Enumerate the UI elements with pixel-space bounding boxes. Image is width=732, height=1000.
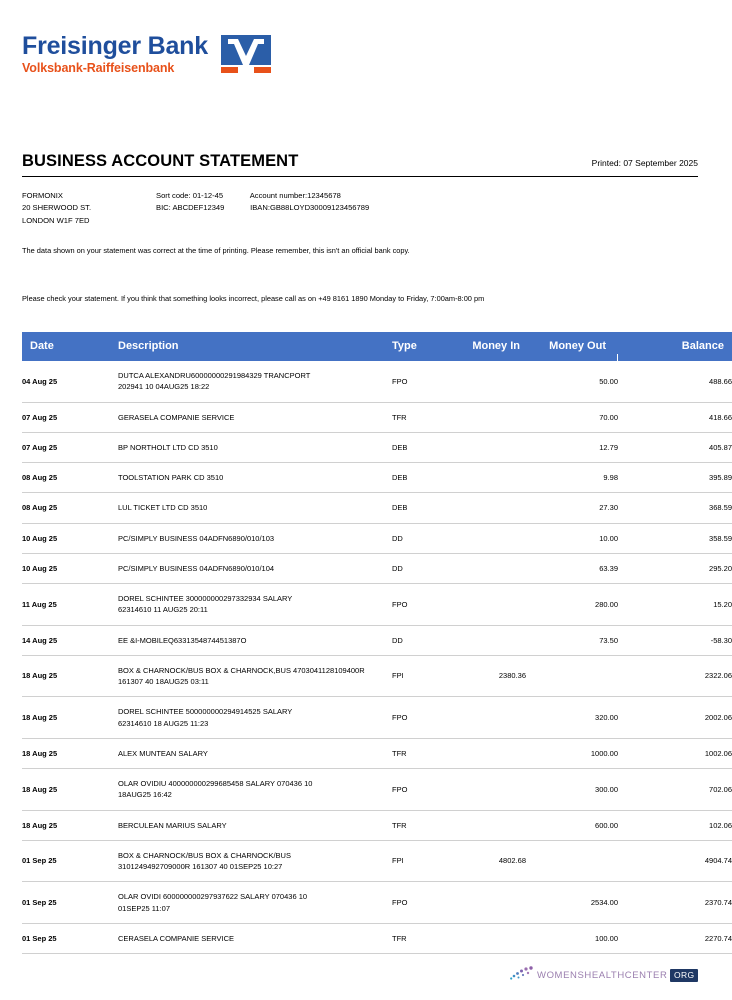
description-line-1: DOREL SCHINTEE 300000000297332934 SALARY (118, 594, 293, 603)
table-row[interactable] (22, 882, 732, 924)
cell-balance: 4904.74 (618, 840, 732, 882)
cell-money-out: 63.39 (526, 553, 618, 583)
cell-money-out: 73.50 (526, 625, 618, 655)
cell-type: TFR (392, 923, 446, 953)
cell-balance: 102.06 (618, 810, 732, 840)
cell-balance: 488.66 (618, 361, 732, 402)
description-line-1: DOREL SCHINTEE 500000000294914525 SALARY (118, 707, 293, 717)
column-header-type[interactable]: Type (392, 332, 446, 361)
table-row[interactable] (22, 361, 732, 402)
account-details-block (22, 190, 369, 227)
transactions-table (22, 332, 732, 954)
cell-description (118, 882, 392, 924)
cell-date: 01 Sep 25 (22, 923, 118, 953)
description-line-1: OLAR OVIDI 600000000297937622 SALARY 070436 10 (118, 892, 308, 902)
bank-name: Freisinger Bank (22, 32, 208, 60)
cell-money-out: 280.00 (526, 584, 618, 626)
description-line-1: ALEX MUNTEAN SALARY (118, 748, 208, 758)
title-row (22, 152, 698, 177)
table-row[interactable] (22, 769, 732, 811)
cell-type: FPI (392, 655, 446, 697)
cell-balance: 2002.06 (618, 697, 732, 739)
cell-type: DD (392, 625, 446, 655)
bank-letterhead (22, 34, 272, 75)
bic-iban-line (156, 202, 369, 214)
account-numbers (156, 190, 369, 227)
cell-date: 11 Aug 25 (22, 584, 118, 626)
cell-money-out: 2534.00 (526, 882, 618, 924)
bic-code: BIC: ABCDEF12349 (156, 203, 225, 213)
sort-code: Sort code: 01-12-45 (156, 191, 224, 200)
account-address (22, 190, 156, 227)
table-row[interactable] (22, 697, 732, 739)
cell-balance: 358.59 (618, 523, 732, 553)
cell-balance: 2370.74 (618, 882, 732, 924)
cell-description (118, 523, 392, 553)
description-line-2: 3101249492709000R 161307 40 01SEP25 10:27 (118, 862, 283, 871)
cell-money-in: 4802.68 (446, 840, 526, 882)
cell-date: 14 Aug 25 (22, 625, 118, 655)
cell-description (118, 584, 392, 626)
cell-money-in (446, 523, 526, 553)
description-line-2: 62314610 11 AUG25 20:11 (118, 605, 208, 615)
cell-money-in: 2380.36 (446, 655, 526, 697)
cell-date: 01 Sep 25 (22, 840, 118, 882)
cell-description (118, 553, 392, 583)
cell-money-in (446, 493, 526, 523)
cell-balance: 295.20 (618, 553, 732, 583)
cell-money-out: 320.00 (526, 697, 618, 739)
cell-date: 08 Aug 25 (22, 463, 118, 493)
description-line-1: BERCULEAN MARIUS SALARY (118, 820, 227, 830)
cell-date: 04 Aug 25 (22, 361, 118, 402)
account-holder: FORMONIX (22, 191, 63, 200)
cell-money-out: 1000.00 (526, 738, 618, 768)
description-line-1: PC/SIMPLY BUSINESS 04ADFN6890/010/103 (118, 533, 275, 543)
description-line-1: OLAR OVIDIU 400000000299685458 SALARY 070436 10 (118, 779, 313, 788)
column-header-description[interactable]: Description (118, 332, 392, 361)
cell-money-in (446, 553, 526, 583)
footer-watermark (509, 964, 698, 986)
description-line-2: 161307 40 18AUG25 03:11 (118, 677, 209, 686)
cell-money-out: 100.00 (526, 923, 618, 953)
cell-money-out: 9.98 (526, 463, 618, 493)
cell-description (118, 432, 392, 462)
cell-date: 01 Sep 25 (22, 882, 118, 924)
statement-contact-note: Please check your statement. If you think that something looks incorrect, please call as on +49 8161 1890 Monday to Friday, 7:00am-8:00 pm (22, 294, 485, 303)
cell-money-out: 50.00 (526, 361, 618, 402)
description-line-1: CERASELA COMPANIE SERVICE (118, 933, 235, 943)
description-line-2: 01SEP25 11:07 (118, 903, 170, 913)
cell-balance: 702.06 (618, 769, 732, 811)
cell-type: TFR (392, 738, 446, 768)
table-row[interactable] (22, 553, 732, 583)
description-line-1: TOOLSTATION PARK CD 3510 (118, 473, 224, 482)
cell-type: FPO (392, 769, 446, 811)
cell-balance: 1002.06 (618, 738, 732, 768)
brand-text (22, 34, 208, 75)
cell-money-in (446, 402, 526, 432)
table-row[interactable] (22, 523, 732, 553)
cell-money-out: 600.00 (526, 810, 618, 840)
cell-description (118, 463, 392, 493)
table-row[interactable] (22, 923, 732, 953)
cell-description (118, 493, 392, 523)
description-line-2: 18AUG25 16:42 (118, 790, 172, 800)
cell-description (118, 923, 392, 953)
cell-date: 10 Aug 25 (22, 553, 118, 583)
cell-date: 18 Aug 25 (22, 697, 118, 739)
printed-date: Printed: 07 September 2025 (591, 158, 698, 168)
watermark-badge: ORG (670, 969, 698, 982)
cell-date: 18 Aug 25 (22, 655, 118, 697)
cell-type: FPO (392, 882, 446, 924)
table-row[interactable] (22, 584, 732, 626)
cell-description (118, 402, 392, 432)
cell-type: DEB (392, 493, 446, 523)
table-row[interactable] (22, 655, 732, 697)
watermark-text: WOMENSHEALTHCENTER (537, 969, 668, 981)
description-line-2: 202941 10 04AUG25 18:22 (118, 382, 210, 392)
cell-money-out (526, 655, 618, 697)
cell-money-in (446, 882, 526, 924)
table-header-row (22, 332, 732, 361)
cell-balance: 405.87 (618, 432, 732, 462)
table-row[interactable] (22, 402, 732, 432)
cell-balance: 418.66 (618, 402, 732, 432)
cell-type: DD (392, 553, 446, 583)
cell-type: TFR (392, 402, 446, 432)
cell-date: 10 Aug 25 (22, 523, 118, 553)
cell-date: 18 Aug 25 (22, 769, 118, 811)
bank-subtitle: Volksbank-Raiffeisenbank (22, 61, 175, 75)
cell-type: FPO (392, 584, 446, 626)
cell-type: FPO (392, 361, 446, 402)
cell-type: DEB (392, 463, 446, 493)
description-line-1: EE &I-MOBILEQ6331354874451387O (118, 635, 247, 645)
cell-money-out: 27.30 (526, 493, 618, 523)
page-title: BUSINESS ACCOUNT STATEMENT (22, 152, 299, 170)
cell-money-in (446, 923, 526, 953)
cell-money-in (446, 697, 526, 739)
cell-balance: -58.30 (618, 625, 732, 655)
cell-balance: 368.59 (618, 493, 732, 523)
table-row[interactable] (22, 493, 732, 523)
table-body (22, 361, 732, 954)
cell-balance: 2322.06 (618, 655, 732, 697)
text-caret-icon (617, 354, 618, 365)
description-line-1: PC/SIMPLY BUSINESS 04ADFN6890/010/104 (118, 563, 275, 573)
cell-description (118, 810, 392, 840)
cell-balance: 395.89 (618, 463, 732, 493)
account-number: Account number:12345678 (249, 191, 341, 200)
cell-money-in (446, 810, 526, 840)
cell-money-out: 10.00 (526, 523, 618, 553)
description-line-1: BOX & CHARNOCK/BUS BOX & CHARNOCK,BUS 4703041128109400R (118, 665, 365, 675)
cell-date: 07 Aug 25 (22, 402, 118, 432)
cell-description (118, 738, 392, 768)
table-row[interactable] (22, 738, 732, 768)
description-line-1: BOX & CHARNOCK/BUS BOX & CHARNOCK/BUS (118, 850, 291, 860)
address-line-1: 20 SHERWOOD ST. (22, 203, 92, 213)
description-line-1: DUTCA ALEXANDRU60000000291984329 TRANCPORT (118, 371, 311, 380)
description-line-1: BP NORTHOLT LTD CD 3510 (118, 442, 218, 452)
cell-money-in (446, 432, 526, 462)
cell-money-in (446, 769, 526, 811)
column-header-money-out[interactable] (526, 332, 618, 361)
table-row[interactable] (22, 432, 732, 462)
cell-money-in (446, 584, 526, 626)
cell-type: TFR (392, 810, 446, 840)
address-line-2: LONDON W1F 7ED (22, 215, 90, 225)
vr-bank-logo-icon (220, 34, 272, 74)
dotted-swoosh-icon (509, 965, 535, 985)
column-header-money-out-label: Money Out (549, 340, 606, 352)
table-row[interactable] (22, 840, 732, 882)
column-header-money-in[interactable]: Money In (446, 332, 526, 361)
cell-type: DEB (392, 432, 446, 462)
statement-disclaimer-note: The data shown on your statement was correct at the time of printing. Please remember, this isn't an official bank copy. (22, 246, 410, 255)
cell-description (118, 840, 392, 882)
description-line-1: LUL TICKET LTD CD 3510 (118, 503, 208, 513)
description-line-2: 62314610 18 AUG25 11:23 (118, 718, 209, 728)
cell-type: FPO (392, 697, 446, 739)
column-header-balance[interactable]: Balance (618, 332, 732, 361)
cell-type: DD (392, 523, 446, 553)
cell-description (118, 361, 392, 402)
cell-money-in (446, 361, 526, 402)
description-line-1: GERASELA COMPANIE SERVICE (118, 412, 235, 422)
cell-date: 08 Aug 25 (22, 493, 118, 523)
table-row[interactable] (22, 625, 732, 655)
cell-money-in (446, 738, 526, 768)
cell-type: FPI (392, 840, 446, 882)
cell-description (118, 697, 392, 739)
table-row[interactable] (22, 463, 732, 493)
cell-money-in (446, 463, 526, 493)
cell-balance: 15.20 (618, 584, 732, 626)
cell-description (118, 769, 392, 811)
cell-money-in (446, 625, 526, 655)
cell-money-out (526, 840, 618, 882)
cell-money-out: 70.00 (526, 402, 618, 432)
table-row[interactable] (22, 810, 732, 840)
cell-date: 07 Aug 25 (22, 432, 118, 462)
cell-description (118, 655, 392, 697)
sortcode-account-line (156, 190, 369, 202)
iban-code: IBAN:GB88LOYD30009123456789 (250, 203, 370, 213)
column-header-date[interactable]: Date (22, 332, 118, 361)
cell-date: 18 Aug 25 (22, 810, 118, 840)
cell-balance: 2270.74 (618, 923, 732, 953)
table-header (22, 332, 732, 361)
cell-money-out: 12.79 (526, 432, 618, 462)
cell-money-out: 300.00 (526, 769, 618, 811)
cell-date: 18 Aug 25 (22, 738, 118, 768)
cell-description (118, 625, 392, 655)
